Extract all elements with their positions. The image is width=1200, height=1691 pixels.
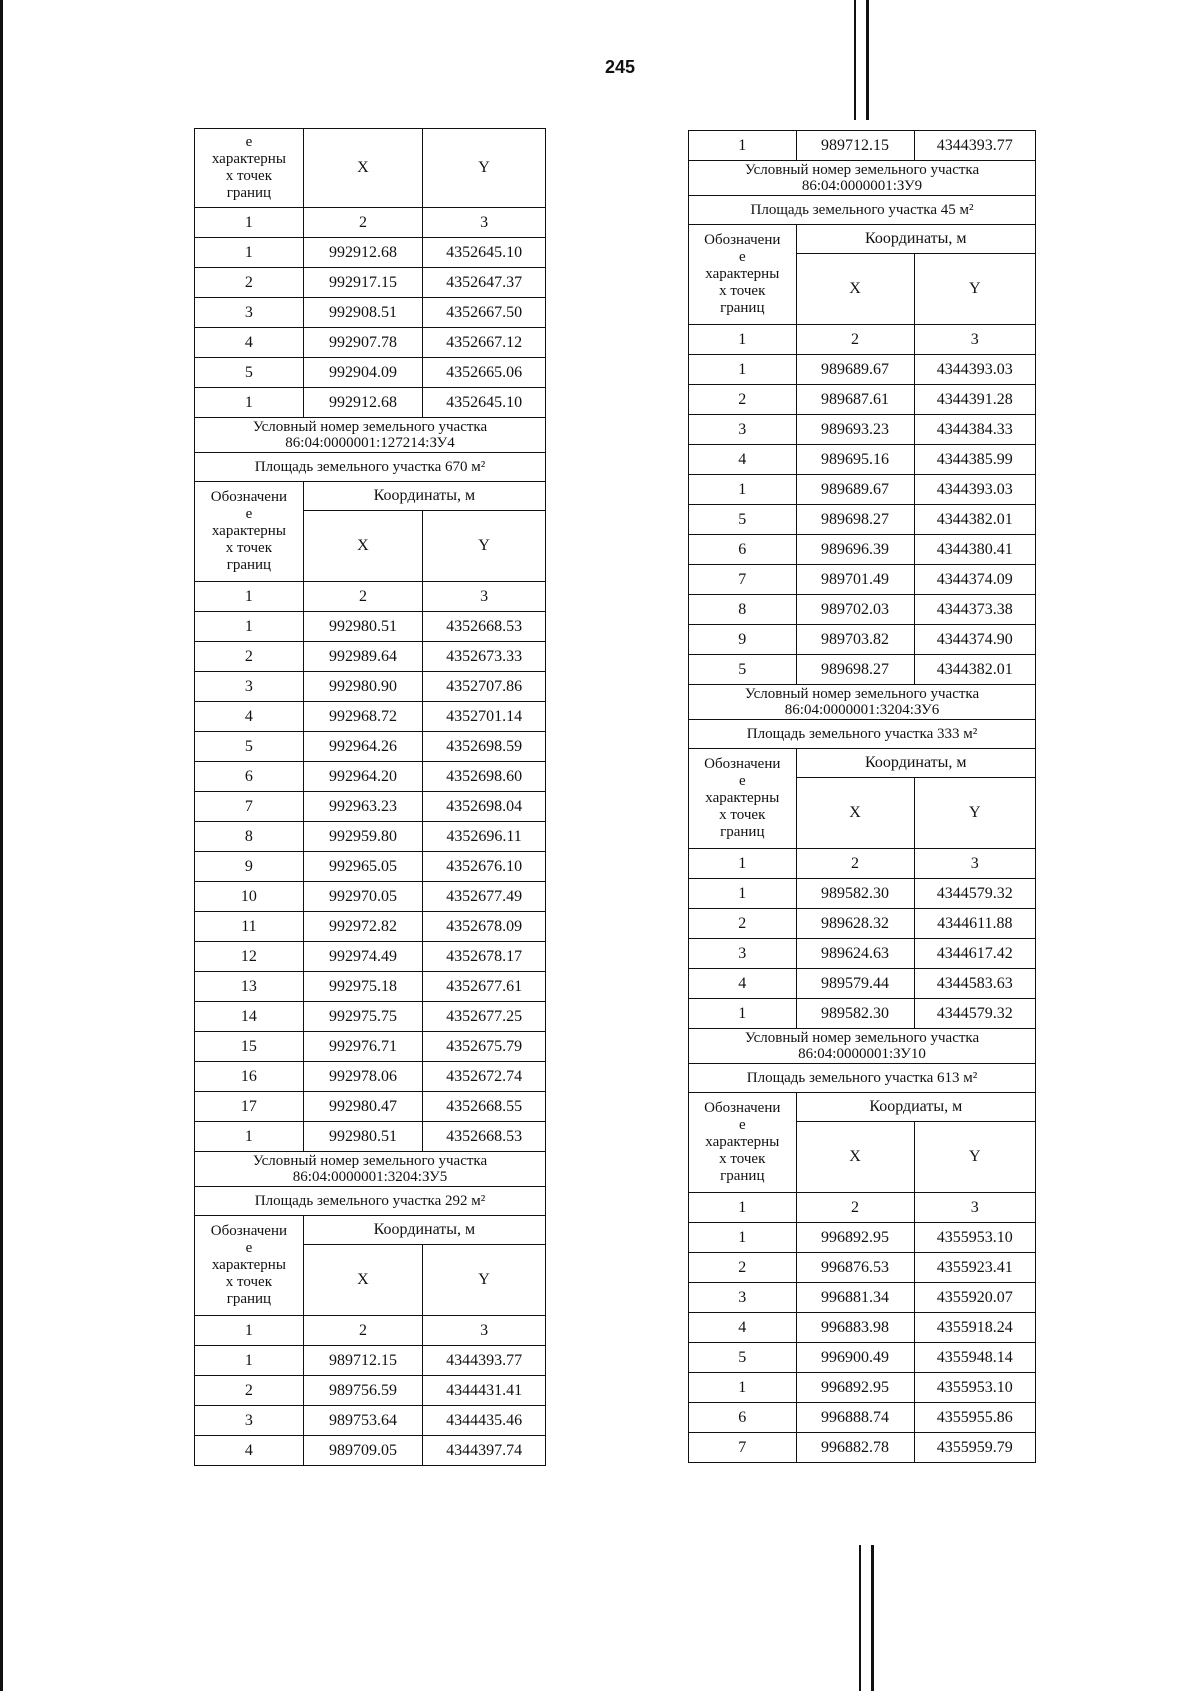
x-coordinate-cell: 996881.34 xyxy=(796,1283,914,1313)
x-header: X xyxy=(303,511,422,582)
point-id-cell: 6 xyxy=(195,762,304,792)
parcel-area-row xyxy=(195,1187,546,1216)
x-coordinate-cell: 989624.63 xyxy=(796,939,914,969)
column-index-cell: 2 xyxy=(796,849,914,879)
table-row xyxy=(195,388,546,418)
point-id-cell: 4 xyxy=(195,1436,304,1466)
x-header: X xyxy=(303,129,422,208)
point-id-cell: 2 xyxy=(195,642,304,672)
y-coordinate-cell: 4344374.09 xyxy=(914,565,1035,595)
y-coordinate-cell: 4344435.46 xyxy=(423,1406,546,1436)
x-coordinate-cell: 992912.68 xyxy=(303,388,422,418)
y-coordinate-cell: 4352678.17 xyxy=(423,942,546,972)
point-id-cell: 9 xyxy=(689,625,797,655)
table-row xyxy=(689,909,1036,939)
table-header-row xyxy=(689,749,1036,778)
y-coordinate-cell: 4352677.49 xyxy=(423,882,546,912)
table-row xyxy=(689,969,1036,999)
coordinates-header: Координаты, м xyxy=(796,749,1035,778)
y-coordinate-cell: 4352698.04 xyxy=(423,792,546,822)
y-coordinate-cell: 4352645.10 xyxy=(423,238,546,268)
x-coordinate-cell: 989712.15 xyxy=(796,131,914,161)
table-row xyxy=(689,939,1036,969)
y-coordinate-cell: 4352667.12 xyxy=(423,328,546,358)
point-id-cell: 1 xyxy=(689,131,797,161)
x-coordinate-cell: 992978.06 xyxy=(303,1062,422,1092)
point-id-cell: 8 xyxy=(195,822,304,852)
point-id-cell: 3 xyxy=(689,1283,797,1313)
table-row xyxy=(195,1406,546,1436)
column-index-row xyxy=(689,325,1036,355)
x-coordinate-cell: 989687.61 xyxy=(796,385,914,415)
scan-binding-line xyxy=(859,1545,861,1691)
parcel-title: Условный номер земельного участка 86:04:0000001:3204:ЗУ6 xyxy=(689,685,1036,720)
point-id-cell: 5 xyxy=(689,505,797,535)
left-coordinates-table xyxy=(194,128,546,1466)
point-id-cell: 7 xyxy=(689,565,797,595)
scan-edge-line xyxy=(0,0,3,1691)
table-row xyxy=(195,1376,546,1406)
y-coordinate-cell: 4344583.63 xyxy=(914,969,1035,999)
table-row xyxy=(689,1283,1036,1313)
table-row xyxy=(195,702,546,732)
column-index-cell: 1 xyxy=(689,1193,797,1223)
point-label-header: Обозначени е характерны х точек границ xyxy=(195,1216,304,1316)
y-coordinate-cell: 4352677.25 xyxy=(423,1002,546,1032)
parcel-area-row xyxy=(689,1064,1036,1093)
scan-binding-line xyxy=(854,0,856,120)
y-coordinate-cell: 4355948.14 xyxy=(914,1343,1035,1373)
point-id-cell: 3 xyxy=(689,939,797,969)
coordinates-header: Коордиаты, м xyxy=(796,1093,1035,1122)
y-coordinate-cell: 4344374.90 xyxy=(914,625,1035,655)
point-label-header: Обозначени е характерны х точек границ xyxy=(689,749,797,849)
point-id-cell: 1 xyxy=(689,1373,797,1403)
point-id-cell: 2 xyxy=(195,268,304,298)
y-header: Y xyxy=(423,1245,546,1316)
table-row xyxy=(195,882,546,912)
table-row xyxy=(195,762,546,792)
y-header: Y xyxy=(914,778,1035,849)
coordinates-header: Координаты, м xyxy=(796,225,1035,254)
table-row xyxy=(689,1223,1036,1253)
y-coordinate-cell: 4355918.24 xyxy=(914,1313,1035,1343)
y-coordinate-cell: 4344380.41 xyxy=(914,535,1035,565)
point-id-cell: 6 xyxy=(689,535,797,565)
y-coordinate-cell: 4355959.79 xyxy=(914,1433,1035,1463)
y-header: Y xyxy=(914,1122,1035,1193)
x-coordinate-cell: 989582.30 xyxy=(796,999,914,1029)
column-index-cell: 3 xyxy=(914,849,1035,879)
x-coordinate-cell: 992976.71 xyxy=(303,1032,422,1062)
column-index-cell: 2 xyxy=(796,325,914,355)
column-index-row xyxy=(689,1193,1036,1223)
left-coordinates-column xyxy=(194,128,546,1466)
x-coordinate-cell: 989696.39 xyxy=(796,535,914,565)
coordinates-header: Координаты, м xyxy=(303,482,545,511)
table-row xyxy=(689,655,1036,685)
y-coordinate-cell: 4352675.79 xyxy=(423,1032,546,1062)
table-row xyxy=(689,1343,1036,1373)
table-row xyxy=(689,355,1036,385)
column-index-cell: 1 xyxy=(689,849,797,879)
table-row xyxy=(689,1373,1036,1403)
parcel-area: Площадь земельного участка 613 м² xyxy=(689,1064,1036,1093)
y-coordinate-cell: 4344385.99 xyxy=(914,445,1035,475)
point-id-cell: 11 xyxy=(195,912,304,942)
x-coordinate-cell: 992912.68 xyxy=(303,238,422,268)
y-header: Y xyxy=(423,129,546,208)
x-coordinate-cell: 992970.05 xyxy=(303,882,422,912)
parcel-title: Условный номер земельного участка 86:04:0000001:3204:ЗУ5 xyxy=(195,1152,546,1187)
parcel-title: Условный номер земельного участка 86:04:0000001:ЗУ10 xyxy=(689,1029,1036,1064)
table-row xyxy=(195,1062,546,1092)
x-coordinate-cell: 989693.23 xyxy=(796,415,914,445)
table-row xyxy=(195,1346,546,1376)
point-id-cell: 9 xyxy=(195,852,304,882)
table-row xyxy=(689,505,1036,535)
point-id-cell: 15 xyxy=(195,1032,304,1062)
x-coordinate-cell: 992980.51 xyxy=(303,612,422,642)
column-index-cell: 3 xyxy=(423,1316,546,1346)
table-header-row xyxy=(195,482,546,511)
table-row xyxy=(195,238,546,268)
point-id-cell: 5 xyxy=(689,1343,797,1373)
point-id-cell: 1 xyxy=(689,1223,797,1253)
page-number: 245 xyxy=(604,57,636,77)
point-id-cell: 2 xyxy=(689,385,797,415)
table-row xyxy=(195,1092,546,1122)
scan-binding-line xyxy=(871,1545,874,1691)
x-coordinate-cell: 992964.20 xyxy=(303,762,422,792)
parcel-title-row xyxy=(195,418,546,453)
point-id-cell: 1 xyxy=(195,388,304,418)
x-coordinate-cell: 989628.32 xyxy=(796,909,914,939)
point-id-cell: 1 xyxy=(689,879,797,909)
table-header-row xyxy=(689,225,1036,254)
y-coordinate-cell: 4352668.53 xyxy=(423,1122,546,1152)
column-index-cell: 3 xyxy=(914,1193,1035,1223)
y-coordinate-cell: 4352668.53 xyxy=(423,612,546,642)
table-row xyxy=(195,1032,546,1062)
x-coordinate-cell: 996876.53 xyxy=(796,1253,914,1283)
point-id-cell: 3 xyxy=(195,1406,304,1436)
x-coordinate-cell: 992975.18 xyxy=(303,972,422,1002)
y-coordinate-cell: 4352668.55 xyxy=(423,1092,546,1122)
point-id-cell: 8 xyxy=(689,595,797,625)
y-coordinate-cell: 4352672.74 xyxy=(423,1062,546,1092)
y-coordinate-cell: 4352698.60 xyxy=(423,762,546,792)
table-row xyxy=(195,942,546,972)
point-label-header: е характерны х точек границ xyxy=(195,129,304,208)
table-row xyxy=(195,328,546,358)
x-coordinate-cell: 989709.05 xyxy=(303,1436,422,1466)
x-coordinate-cell: 989695.16 xyxy=(796,445,914,475)
table-row xyxy=(689,595,1036,625)
table-row xyxy=(689,1313,1036,1343)
x-coordinate-cell: 992980.90 xyxy=(303,672,422,702)
x-coordinate-cell: 992975.75 xyxy=(303,1002,422,1032)
x-coordinate-cell: 989701.49 xyxy=(796,565,914,595)
point-id-cell: 16 xyxy=(195,1062,304,1092)
column-index-cell: 2 xyxy=(303,1316,422,1346)
table-row xyxy=(195,732,546,762)
table-row xyxy=(195,642,546,672)
point-id-cell: 1 xyxy=(689,999,797,1029)
point-id-cell: 2 xyxy=(689,1253,797,1283)
table-row xyxy=(689,415,1036,445)
column-index-cell: 1 xyxy=(195,582,304,612)
y-coordinate-cell: 4352696.11 xyxy=(423,822,546,852)
column-index-cell: 3 xyxy=(423,208,546,238)
table-header-row xyxy=(195,1216,546,1245)
y-coordinate-cell: 4344373.38 xyxy=(914,595,1035,625)
table-row xyxy=(195,852,546,882)
parcel-area: Площадь земельного участка 292 м² xyxy=(195,1187,546,1216)
parcel-title: Условный номер земельного участка 86:04:0000001:ЗУ9 xyxy=(689,161,1036,196)
point-id-cell: 4 xyxy=(689,969,797,999)
y-coordinate-cell: 4355923.41 xyxy=(914,1253,1035,1283)
x-coordinate-cell: 989689.67 xyxy=(796,355,914,385)
point-id-cell: 1 xyxy=(689,355,797,385)
y-coordinate-cell: 4344393.03 xyxy=(914,355,1035,385)
right-coordinates-column xyxy=(688,130,1036,1463)
point-id-cell: 7 xyxy=(689,1433,797,1463)
y-coordinate-cell: 4352701.14 xyxy=(423,702,546,732)
table-row xyxy=(689,1433,1036,1463)
x-coordinate-cell: 992965.05 xyxy=(303,852,422,882)
x-coordinate-cell: 989579.44 xyxy=(796,969,914,999)
y-coordinate-cell: 4344617.42 xyxy=(914,939,1035,969)
parcel-title: Условный номер земельного участка 86:04:0000001:127214:ЗУ4 xyxy=(195,418,546,453)
table-row xyxy=(689,475,1036,505)
y-coordinate-cell: 4344431.41 xyxy=(423,1376,546,1406)
y-coordinate-cell: 4355953.10 xyxy=(914,1223,1035,1253)
table-header-row xyxy=(195,129,546,208)
point-id-cell: 7 xyxy=(195,792,304,822)
y-coordinate-cell: 4352707.86 xyxy=(423,672,546,702)
column-index-cell: 1 xyxy=(195,208,304,238)
point-id-cell: 2 xyxy=(195,1376,304,1406)
point-id-cell: 1 xyxy=(195,1346,304,1376)
y-coordinate-cell: 4344384.33 xyxy=(914,415,1035,445)
x-coordinate-cell: 989712.15 xyxy=(303,1346,422,1376)
parcel-title-row xyxy=(195,1152,546,1187)
y-coordinate-cell: 4344382.01 xyxy=(914,655,1035,685)
column-index-cell: 2 xyxy=(303,208,422,238)
point-label-header: Обозначени е характерны х точек границ xyxy=(689,1093,797,1193)
y-coordinate-cell: 4355953.10 xyxy=(914,1373,1035,1403)
y-header: Y xyxy=(423,511,546,582)
y-coordinate-cell: 4355920.07 xyxy=(914,1283,1035,1313)
x-coordinate-cell: 992968.72 xyxy=(303,702,422,732)
table-row xyxy=(195,912,546,942)
x-header: X xyxy=(303,1245,422,1316)
point-id-cell: 2 xyxy=(689,909,797,939)
point-id-cell: 1 xyxy=(689,475,797,505)
column-index-cell: 3 xyxy=(914,325,1035,355)
y-coordinate-cell: 4344382.01 xyxy=(914,505,1035,535)
y-coordinate-cell: 4344579.32 xyxy=(914,999,1035,1029)
y-header: Y xyxy=(914,254,1035,325)
point-label-header: Обозначени е характерны х точек границ xyxy=(195,482,304,582)
table-row xyxy=(195,612,546,642)
x-coordinate-cell: 992980.51 xyxy=(303,1122,422,1152)
x-coordinate-cell: 992964.26 xyxy=(303,732,422,762)
table-row xyxy=(195,672,546,702)
y-coordinate-cell: 4352665.06 xyxy=(423,358,546,388)
x-coordinate-cell: 996892.95 xyxy=(796,1373,914,1403)
x-coordinate-cell: 989756.59 xyxy=(303,1376,422,1406)
table-row xyxy=(689,565,1036,595)
point-id-cell: 3 xyxy=(195,298,304,328)
point-id-cell: 4 xyxy=(689,445,797,475)
x-coordinate-cell: 992959.80 xyxy=(303,822,422,852)
column-index-row xyxy=(195,1316,546,1346)
scan-binding-line xyxy=(866,0,869,120)
table-row xyxy=(689,131,1036,161)
point-id-cell: 4 xyxy=(195,328,304,358)
x-coordinate-cell: 996882.78 xyxy=(796,1433,914,1463)
parcel-area-row xyxy=(195,453,546,482)
x-coordinate-cell: 992908.51 xyxy=(303,298,422,328)
x-coordinate-cell: 996888.74 xyxy=(796,1403,914,1433)
x-coordinate-cell: 996892.95 xyxy=(796,1223,914,1253)
point-id-cell: 3 xyxy=(195,672,304,702)
point-id-cell: 1 xyxy=(195,1122,304,1152)
y-coordinate-cell: 4352673.33 xyxy=(423,642,546,672)
table-row xyxy=(195,298,546,328)
point-id-cell: 4 xyxy=(195,702,304,732)
table-row xyxy=(689,1403,1036,1433)
x-coordinate-cell: 992974.49 xyxy=(303,942,422,972)
table-row xyxy=(195,972,546,1002)
parcel-area: Площадь земельного участка 45 м² xyxy=(689,196,1036,225)
x-coordinate-cell: 992972.82 xyxy=(303,912,422,942)
column-index-cell: 1 xyxy=(689,325,797,355)
table-row xyxy=(195,1002,546,1032)
y-coordinate-cell: 4352676.10 xyxy=(423,852,546,882)
table-row xyxy=(195,822,546,852)
y-coordinate-cell: 4352678.09 xyxy=(423,912,546,942)
table-row xyxy=(195,268,546,298)
table-header-row xyxy=(689,1093,1036,1122)
x-coordinate-cell: 992989.64 xyxy=(303,642,422,672)
point-id-cell: 5 xyxy=(689,655,797,685)
point-label-header: Обозначени е характерны х точек границ xyxy=(689,225,797,325)
point-id-cell: 12 xyxy=(195,942,304,972)
table-row xyxy=(689,385,1036,415)
table-row xyxy=(689,445,1036,475)
y-coordinate-cell: 4352698.59 xyxy=(423,732,546,762)
column-index-cell: 2 xyxy=(796,1193,914,1223)
x-coordinate-cell: 989698.27 xyxy=(796,655,914,685)
y-coordinate-cell: 4352647.37 xyxy=(423,268,546,298)
point-id-cell: 5 xyxy=(195,732,304,762)
table-row xyxy=(689,1253,1036,1283)
y-coordinate-cell: 4352667.50 xyxy=(423,298,546,328)
y-coordinate-cell: 4344579.32 xyxy=(914,879,1035,909)
parcel-area-row xyxy=(689,720,1036,749)
x-coordinate-cell: 992907.78 xyxy=(303,328,422,358)
x-coordinate-cell: 992980.47 xyxy=(303,1092,422,1122)
parcel-area: Площадь земельного участка 670 м² xyxy=(195,453,546,482)
x-coordinate-cell: 992963.23 xyxy=(303,792,422,822)
y-coordinate-cell: 4344397.74 xyxy=(423,1436,546,1466)
parcel-title-row xyxy=(689,161,1036,196)
x-coordinate-cell: 989582.30 xyxy=(796,879,914,909)
y-coordinate-cell: 4355955.86 xyxy=(914,1403,1035,1433)
x-header: X xyxy=(796,1122,914,1193)
y-coordinate-cell: 4352677.61 xyxy=(423,972,546,1002)
table-row xyxy=(689,625,1036,655)
parcel-area-row xyxy=(689,196,1036,225)
point-id-cell: 1 xyxy=(195,238,304,268)
column-index-cell: 1 xyxy=(195,1316,304,1346)
column-index-row xyxy=(195,582,546,612)
parcel-title-row xyxy=(689,685,1036,720)
x-coordinate-cell: 989703.82 xyxy=(796,625,914,655)
point-id-cell: 6 xyxy=(689,1403,797,1433)
y-coordinate-cell: 4344393.03 xyxy=(914,475,1035,505)
x-coordinate-cell: 996883.98 xyxy=(796,1313,914,1343)
point-id-cell: 14 xyxy=(195,1002,304,1032)
y-coordinate-cell: 4344611.88 xyxy=(914,909,1035,939)
y-coordinate-cell: 4352645.10 xyxy=(423,388,546,418)
table-row xyxy=(195,1436,546,1466)
x-coordinate-cell: 989689.67 xyxy=(796,475,914,505)
column-index-row xyxy=(689,849,1036,879)
x-coordinate-cell: 989698.27 xyxy=(796,505,914,535)
x-coordinate-cell: 992904.09 xyxy=(303,358,422,388)
point-id-cell: 3 xyxy=(689,415,797,445)
table-row xyxy=(195,792,546,822)
x-coordinate-cell: 992917.15 xyxy=(303,268,422,298)
table-row xyxy=(195,1122,546,1152)
point-id-cell: 5 xyxy=(195,358,304,388)
table-row xyxy=(689,999,1036,1029)
table-row xyxy=(689,879,1036,909)
point-id-cell: 10 xyxy=(195,882,304,912)
x-header: X xyxy=(796,254,914,325)
x-coordinate-cell: 989702.03 xyxy=(796,595,914,625)
parcel-area: Площадь земельного участка 333 м² xyxy=(689,720,1036,749)
point-id-cell: 4 xyxy=(689,1313,797,1343)
column-index-cell: 2 xyxy=(303,582,422,612)
y-coordinate-cell: 4344393.77 xyxy=(423,1346,546,1376)
point-id-cell: 1 xyxy=(195,612,304,642)
x-coordinate-cell: 996900.49 xyxy=(796,1343,914,1373)
table-row xyxy=(195,358,546,388)
table-row xyxy=(689,535,1036,565)
right-coordinates-table xyxy=(688,130,1036,1463)
x-header: X xyxy=(796,778,914,849)
parcel-title-row xyxy=(689,1029,1036,1064)
y-coordinate-cell: 4344393.77 xyxy=(914,131,1035,161)
x-coordinate-cell: 989753.64 xyxy=(303,1406,422,1436)
column-index-row xyxy=(195,208,546,238)
column-index-cell: 3 xyxy=(423,582,546,612)
point-id-cell: 13 xyxy=(195,972,304,1002)
coordinates-header: Координаты, м xyxy=(303,1216,545,1245)
point-id-cell: 17 xyxy=(195,1092,304,1122)
y-coordinate-cell: 4344391.28 xyxy=(914,385,1035,415)
